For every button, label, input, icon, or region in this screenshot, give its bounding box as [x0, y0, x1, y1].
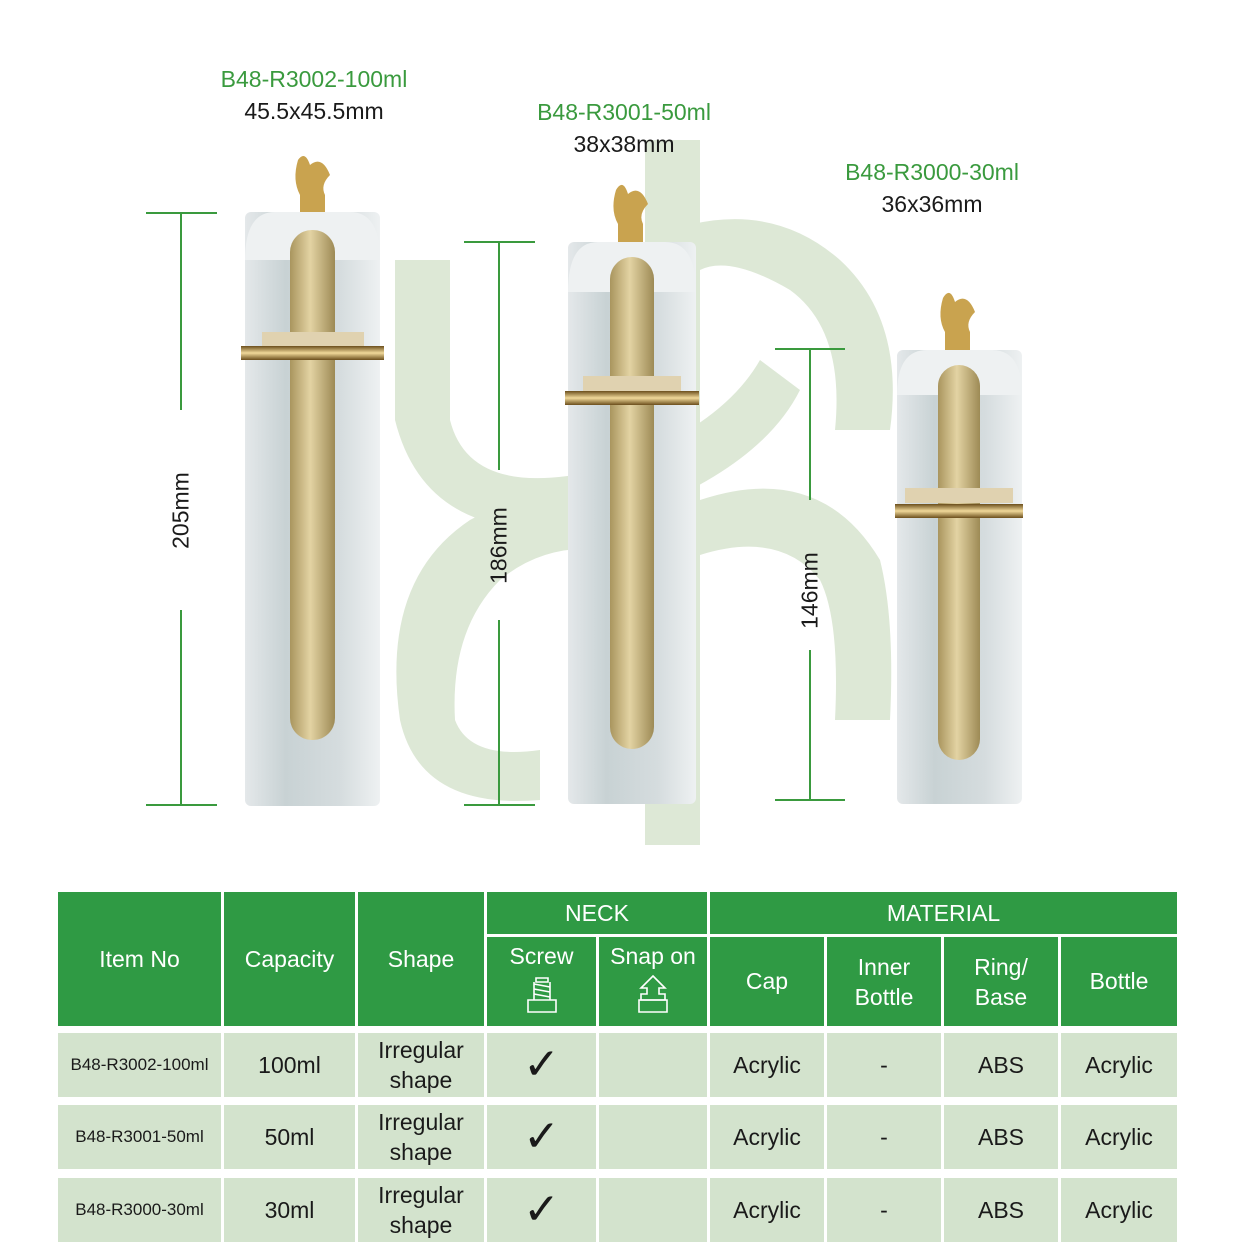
height-label-100ml: 205mm: [167, 472, 194, 549]
header-material: MATERIAL: [710, 892, 1177, 934]
header-inner-bottle-line1: Inner: [857, 953, 911, 980]
checkmark-icon: ✓: [523, 1184, 560, 1235]
bottle-30ml-image: [885, 280, 1035, 808]
bottle-50ml-image: [553, 172, 713, 808]
checkmark-icon: ✓: [523, 1111, 560, 1162]
product-size-50ml: 38x38mm: [573, 131, 675, 157]
height-label-30ml: 146mm: [796, 552, 823, 629]
table-row-3-bottle: Acrylic: [1061, 1178, 1177, 1242]
checkmark-icon: ✓: [523, 1039, 560, 1090]
table-row-3-screw: [487, 1178, 596, 1242]
table-row-2-screw: [487, 1105, 596, 1169]
row-2-shape-line1: Irregular: [378, 1109, 464, 1135]
table-row-2-shape: [358, 1105, 484, 1169]
header-cap: Cap: [710, 937, 824, 1026]
header-snap-on: [599, 937, 707, 1026]
table-row-3-shape: [358, 1178, 484, 1242]
screw-neck-icon: [524, 974, 560, 1014]
header-snap-on-label: Snap on: [610, 943, 696, 969]
table-row-1-shape: [358, 1033, 484, 1097]
table-row-1-cap: Acrylic: [710, 1033, 824, 1097]
table-row-2-snap-on: [599, 1105, 707, 1169]
product-name-100ml: B48-R3002-100ml: [220, 66, 408, 92]
row-1-item-no-text: B48-R3002-100ml: [70, 1055, 209, 1074]
header-ring-base-line1: Ring/: [974, 953, 1028, 980]
table-row-1-bottle: Acrylic: [1061, 1033, 1177, 1097]
table-row-2-capacity: 50ml: [224, 1105, 355, 1169]
table-row-2-bottle: Acrylic: [1061, 1105, 1177, 1169]
header-inner-bottle-line2: Bottle: [854, 983, 914, 1010]
table-row-2-cap: Acrylic: [710, 1105, 824, 1169]
table-row-1-item-no: [58, 1033, 221, 1097]
product-name-30ml: B48-R3000-30ml: [845, 159, 1019, 185]
table-row-3-capacity: 30ml: [224, 1178, 355, 1242]
height-label-50ml: 186mm: [485, 507, 512, 584]
header-shape: Shape: [358, 892, 484, 1026]
row-2-item-no-text: B48-R3001-50ml: [75, 1127, 204, 1146]
row-3-item-no-text: B48-R3000-30ml: [75, 1200, 204, 1219]
snap-neck-icon: [635, 974, 671, 1014]
header-screw: [487, 937, 596, 1026]
table-row-3-ring-base: ABS: [944, 1178, 1058, 1242]
table-row-3-item-no: [58, 1178, 221, 1242]
header-ring-base: [944, 937, 1058, 1026]
table-row-3-snap-on: [599, 1178, 707, 1242]
table-row-3-inner-bottle: -: [827, 1178, 941, 1242]
table-row-1-capacity: 100ml: [224, 1033, 355, 1097]
row-2-shape-line2: shape: [389, 1139, 453, 1165]
table-row-1-snap-on: [599, 1033, 707, 1097]
header-capacity: Capacity: [224, 892, 355, 1026]
row-3-shape-line1: Irregular: [378, 1182, 464, 1208]
row-3-shape-line2: shape: [389, 1212, 453, 1238]
table-row-1-ring-base: ABS: [944, 1033, 1058, 1097]
table-row-2-item-no: [58, 1105, 221, 1169]
header-item-no: Item No: [58, 892, 221, 1026]
spec-table: [58, 892, 1177, 1244]
header-inner-bottle: [827, 937, 941, 1026]
header-screw-label: Screw: [509, 943, 574, 969]
row-1-shape-line1: Irregular: [378, 1037, 464, 1063]
table-row-1-inner-bottle: -: [827, 1033, 941, 1097]
row-1-shape-line2: shape: [389, 1067, 453, 1093]
product-name-50ml: B48-R3001-50ml: [537, 99, 711, 125]
header-neck: NECK: [487, 892, 707, 934]
table-row-2-ring-base: ABS: [944, 1105, 1058, 1169]
table-row-2-inner-bottle: -: [827, 1105, 941, 1169]
product-size-100ml: 45.5x45.5mm: [244, 98, 384, 124]
header-ring-base-line2: Base: [974, 983, 1028, 1010]
header-bottle: Bottle: [1061, 937, 1177, 1026]
table-row-1-screw: [487, 1033, 596, 1097]
bottle-100ml-image: [230, 150, 400, 810]
table-row-3-cap: Acrylic: [710, 1178, 824, 1242]
product-size-30ml: 36x36mm: [881, 191, 983, 217]
